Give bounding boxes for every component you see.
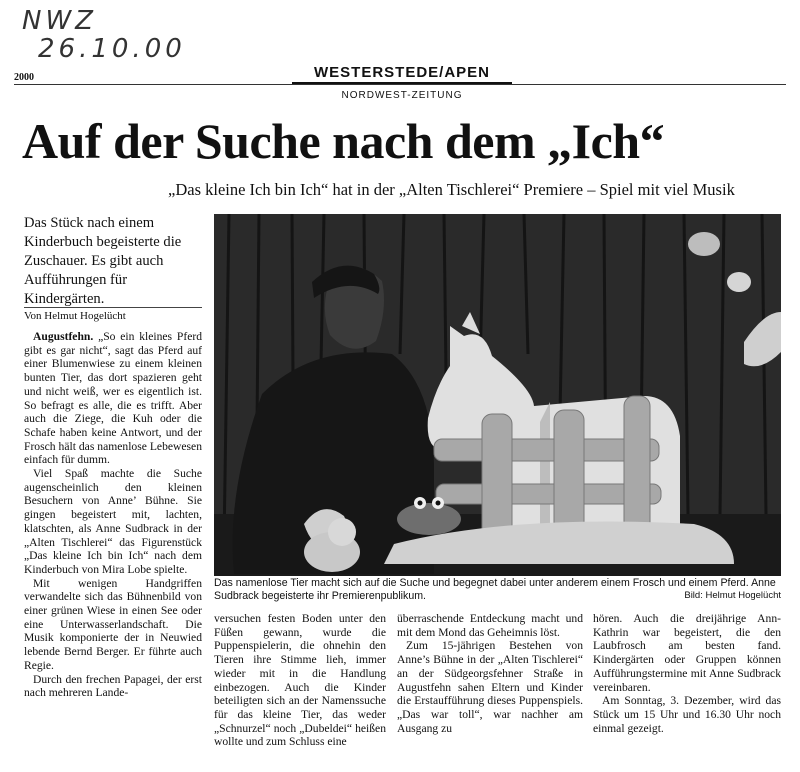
dateline: Augustfehn. (33, 330, 94, 343)
headline: Auf der Suche nach dem „Ich“ (22, 113, 665, 169)
body-paragraph: Am Sonntag, 3. Dezember, wird das Stück um 15 Uhr und 16.30 Uhr noch einmal gezeigt. (593, 694, 781, 735)
byline: Von Helmut Hogelücht (24, 310, 126, 322)
article-column-3 (397, 612, 583, 772)
byline-rule (24, 307, 202, 308)
body-paragraph: Durch den frechen Papagei, der erst nach mehreren Lande- (24, 672, 202, 700)
article-column-4 (593, 612, 781, 772)
photo-caption: Das namenlose Tier macht sich auf die Suche und begegnet dabei unter anderem einem Frosch und einem Pferd. Anne Sudbrack begeisterte ihr Premierenpublikum. (214, 577, 776, 602)
article-column-1 (24, 330, 202, 770)
stage-photo (214, 214, 781, 576)
puppet-stage-illustration (214, 214, 781, 576)
year-fragment: 2000 (14, 72, 34, 83)
body-paragraph: versuchen festen Boden unter den Füßen gewann, wurde die Puppenspielerin, die ohnehin den Tieren ihre Stimme lieh, immer wieder mit in die Handlung einbezogen. Auch die Kinder beteiligten sich an der Namenssuche für das kleine Tier, das weder „Schnurzel“ noch „Dubeldei“ heißen wollte und zum Schluss eine (214, 612, 386, 749)
header-rule (14, 84, 786, 85)
photo-credit: Bild: Helmut Hogelücht (684, 590, 781, 601)
body-paragraph: überraschende Entdeckung macht und mit dem Mond das Geheimnis löst. (397, 612, 583, 639)
body-paragraph: Zum 15-jährigen Bestehen von Anne’s Bühne in der „Alten Tischlerei“ an der Südgeorgsfehner Straße in Augustfehn sahen Eltern und Kinder die Erstaufführung dieses Puppenspiels. „Das war toll“, war nachher am Ausgang zu (397, 639, 583, 735)
handwritten-date: 26.10.00 (38, 34, 186, 64)
body-paragraph: Augustfehn. „So ein kleines Pferd gibt es gar nicht“, sagt das Pferd auf einer Blumenwiese zu einem kleinen bunten Tier, das dort spazieren geht und nicht weiß, wer es eigentlich ist. So befragt es alle, die es trifft. Aber auch die Ziege, die Kuh oder die Schafe haben keine Antwort, und der Frosch hält das namenlose Lebewesen einfach für dumm. (24, 330, 202, 467)
subheadline: „Das kleine Ich bin Ich“ hat in der „Alten Tischlerei“ Premiere – Spiel mit viel Musik (168, 180, 735, 199)
body-paragraph: hören. Auch die dreijährige Ann-Kathrin war begeistert, die den Laubfrosch am besten fand. Kindergärten oder Gruppen können Aufführungstermine mit Anne Sudbrack vereinbaren. (593, 612, 781, 694)
handwritten-source: NWZ (22, 6, 97, 36)
article-column-2 (214, 612, 386, 772)
section-title: WESTERSTEDE/APEN (292, 64, 512, 85)
body-paragraph: Viel Spaß machte die Suche augenscheinlich den kleinen Besuchern von Anne’ Bühne. Sie gingen begeistert mit, lachten, klatschten, als Anne Sudbrack in der „Alten Tischlerei“ das Figurenstück „Das kleine Ich bin Ich“ nach dem Kinderbuch von Mira Lobe spielte. (24, 467, 202, 576)
newspaper-name: NORDWEST-ZEITUNG (341, 90, 463, 101)
body-paragraph: Mit wenigen Handgriffen verwandelte sich das Bühnenbild von einer grünen Wiese in einen See oder eine Unterwasserlandschaft. Die Musik komponierte der in Neuwied lebende Bernd Berger. Er führte auch Regie. (24, 576, 202, 672)
lead-paragraph: Das Stück nach einem Kinderbuch begeisterte die Zuschauer. Es gibt auch Aufführungen für Kindergärten. (24, 215, 182, 307)
